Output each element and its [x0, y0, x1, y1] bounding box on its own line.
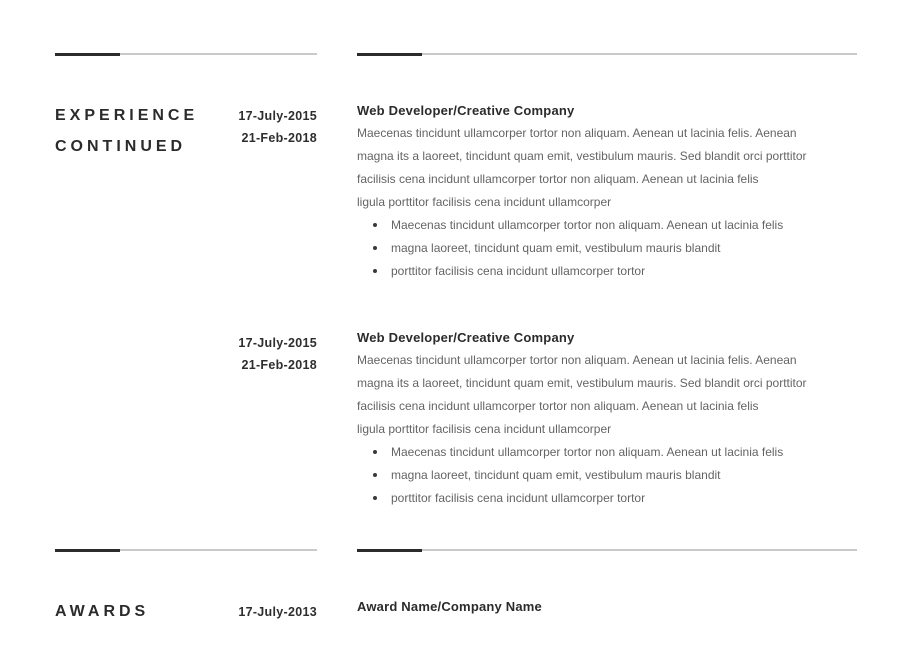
divider-light-segment — [422, 53, 857, 55]
divider-light-segment — [120, 549, 317, 551]
entry-title: Web Developer/Creative Company — [357, 330, 575, 345]
section-divider-row — [0, 548, 910, 552]
divider-right — [357, 52, 857, 56]
section-heading-line: EXPERIENCE — [55, 107, 199, 124]
section-divider-row — [0, 52, 910, 56]
description-line: ligula porttitor facilisis cena incidunt ullamcorper — [357, 195, 612, 209]
date-start: 17-July-2015 — [238, 336, 317, 350]
bullet-item: Maecenas tincidunt ullamcorper tortor non aliquam. Aenean ut lacinia felis — [357, 214, 857, 237]
date-end: 21-Feb-2018 — [241, 358, 317, 372]
experience-entry — [55, 326, 856, 510]
description-line: facilisis cena incidunt ullamcorper tortor non aliquam. Aenean ut lacinia felis — [357, 399, 759, 413]
award-entry — [55, 595, 856, 623]
divider-dark-segment — [55, 53, 120, 56]
resume-page — [0, 52, 910, 659]
entry-title: Award Name/Company Name — [357, 599, 542, 614]
section-body — [0, 99, 910, 510]
entry-description — [357, 122, 857, 214]
divider-right — [357, 548, 857, 552]
divider-left — [55, 548, 317, 552]
entry-content — [357, 326, 857, 510]
entry-description — [357, 349, 857, 441]
section-heading-line: CONTINUED — [55, 138, 187, 155]
bullet-item: porttitor facilisis cena incidunt ullamcorper tortor — [357, 260, 857, 283]
divider-light-segment — [120, 53, 317, 55]
entry-bullet-list — [357, 441, 857, 510]
description-line: Maecenas tincidunt ullamcorper tortor non aliquam. Aenean ut lacinia felis. Aenean — [357, 126, 797, 140]
description-line: ligula porttitor facilisis cena incidunt ullamcorper — [357, 422, 612, 436]
section-awards — [0, 548, 910, 623]
bullet-item: porttitor facilisis cena incidunt ullamcorper tortor — [357, 487, 857, 510]
date-start: 17-July-2013 — [238, 605, 317, 619]
description-line: facilisis cena incidunt ullamcorper tortor non aliquam. Aenean ut lacinia felis — [357, 172, 759, 186]
entry-dates — [55, 326, 317, 510]
entry-title: Web Developer/Creative Company — [357, 103, 575, 118]
divider-dark-segment — [55, 549, 120, 552]
date-start: 17-July-2015 — [238, 109, 317, 123]
bullet-item: Maecenas tincidunt ullamcorper tortor non aliquam. Aenean ut lacinia felis — [357, 441, 857, 464]
entry-bullet-list — [357, 214, 857, 283]
bullet-item: magna laoreet, tincidunt quam emit, vestibulum mauris blandit — [357, 464, 857, 487]
entry-content — [357, 99, 857, 283]
section-heading-line: AWARDS — [55, 603, 150, 620]
section-heading — [55, 100, 198, 162]
divider-light-segment — [422, 549, 857, 551]
description-line: magna its a laoreet, tincidunt quam emit, vestibulum mauris. Sed blandit orci porttitor — [357, 149, 807, 163]
date-end: 21-Feb-2018 — [241, 131, 317, 145]
entry-content — [357, 595, 857, 623]
section-experience-continued — [0, 52, 910, 510]
bullet-item: magna laoreet, tincidunt quam emit, vestibulum mauris blandit — [357, 237, 857, 260]
section-body — [0, 595, 910, 623]
divider-dark-segment — [357, 549, 422, 552]
description-line: magna its a laoreet, tincidunt quam emit, vestibulum mauris. Sed blandit orci porttitor — [357, 376, 807, 390]
divider-left — [55, 52, 317, 56]
description-line: Maecenas tincidunt ullamcorper tortor non aliquam. Aenean ut lacinia felis. Aenean — [357, 353, 797, 367]
section-heading — [55, 596, 149, 627]
divider-dark-segment — [357, 53, 422, 56]
